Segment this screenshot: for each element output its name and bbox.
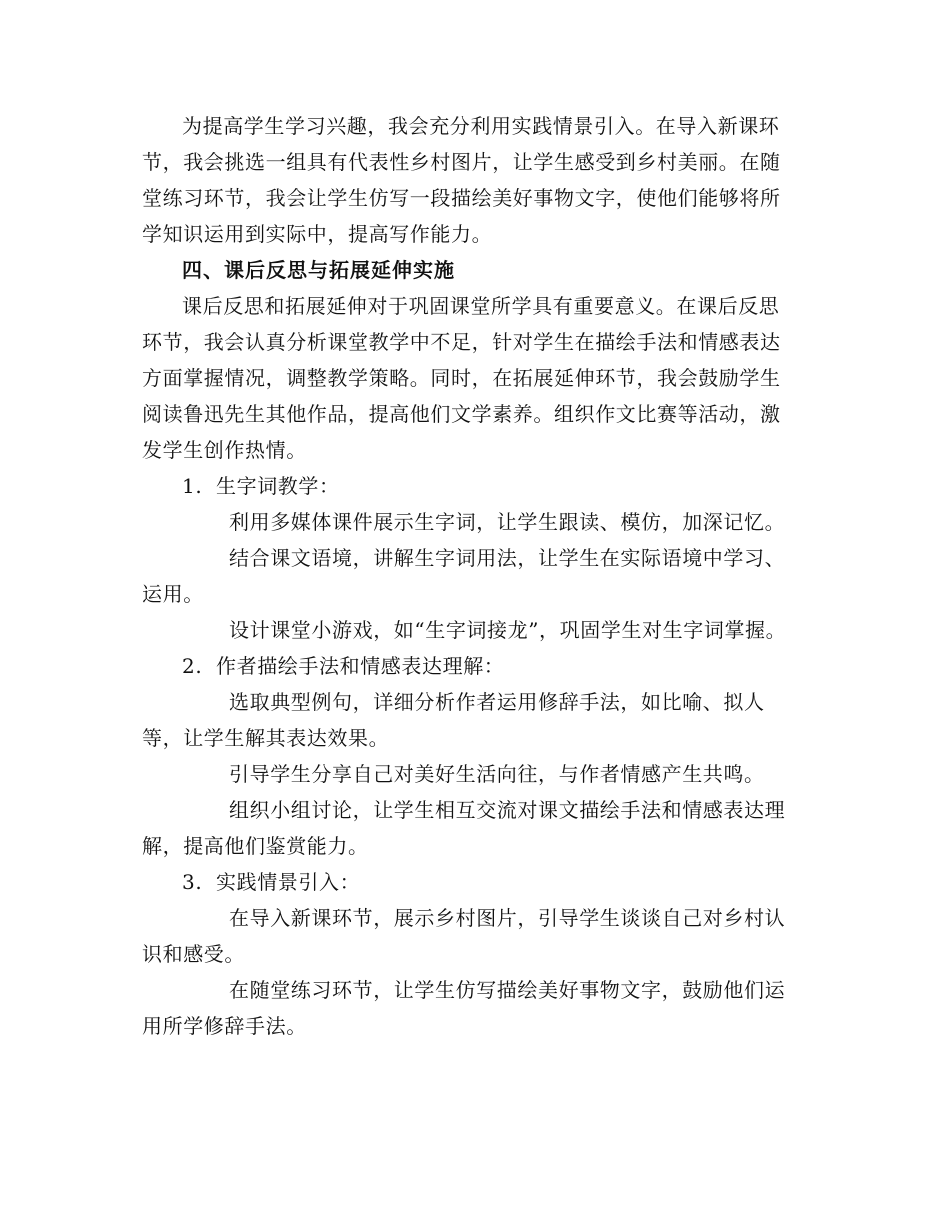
intro-paragraph: 为提高学生学习兴趣，我会充分利用实践情景引入。在导入新课环节，我会挑选一组具有代表性乡村图片，让学生感受到乡村美丽。在随堂练习环节，我会让学生仿写一段描绘美好事物文字，使他们能够将所学知识运用到实际中，提高写作能力。 <box>142 114 781 246</box>
list-item-3-point-1: 在导入新课环节，展示乡村图片，引导学生谈谈自己对乡村认识和感受。 <box>142 906 786 966</box>
section-heading: 四、课后反思与拓展延伸实施 <box>182 258 455 282</box>
list-item-2-point-2: 引导学生分享自己对美好生活向往，与作者情感产生共鸣。 <box>229 762 765 786</box>
list-item-2 <box>142 648 797 684</box>
list-item-3-title: 实践情景引入： <box>216 870 361 894</box>
list-item-1-point-3: 设计课堂小游戏，如“生字词接龙”，巩固学生对生字词掌握。 <box>229 618 787 642</box>
list-item-2-point-1: 选取典型例句，详细分析作者运用修辞手法，如比喻、拟人等，让学生解其表达效果。 <box>142 690 765 750</box>
list-item-2-point-3: 组织小组讨论，让学生相互交流对课文描绘手法和情感表达理解，提高他们鉴赏能力。 <box>142 798 786 858</box>
list-item-2-number: 2. <box>182 654 203 678</box>
list-item-3-point-2: 在随堂练习环节，让学生仿写描绘美好事物文字，鼓励他们运用所学修辞手法。 <box>142 978 786 1038</box>
list-item-3 <box>142 864 797 900</box>
list-item-3-number: 3. <box>182 870 203 894</box>
list-item-1-point-1: 利用多媒体课件展示生字词，让学生跟读、模仿，加深记忆。 <box>229 510 786 534</box>
list-item-1 <box>142 468 797 504</box>
list-item-1-title: 生字词教学： <box>216 474 340 498</box>
list-item-1-point-2: 结合课文语境，讲解生字词用法，让学生在实际语境中学习、运用。 <box>142 546 786 606</box>
list-item-2-title: 作者描绘手法和情感表达理解： <box>216 654 505 678</box>
document-body <box>142 108 797 1044</box>
section-paragraph: 课后反思和拓展延伸对于巩固课堂所学具有重要意义。在课后反思环节，我会认真分析课堂教学中不足，针对学生在描绘手法和情感表达方面掌握情况，调整教学策略。同时，在拓展延伸环节，我会鼓励学生阅读鲁迅先生其他作品，提高他们文学素养。组织作文比赛等活动，激发学生创作热情。 <box>142 294 781 462</box>
list-item-1-number: 1. <box>182 474 203 498</box>
